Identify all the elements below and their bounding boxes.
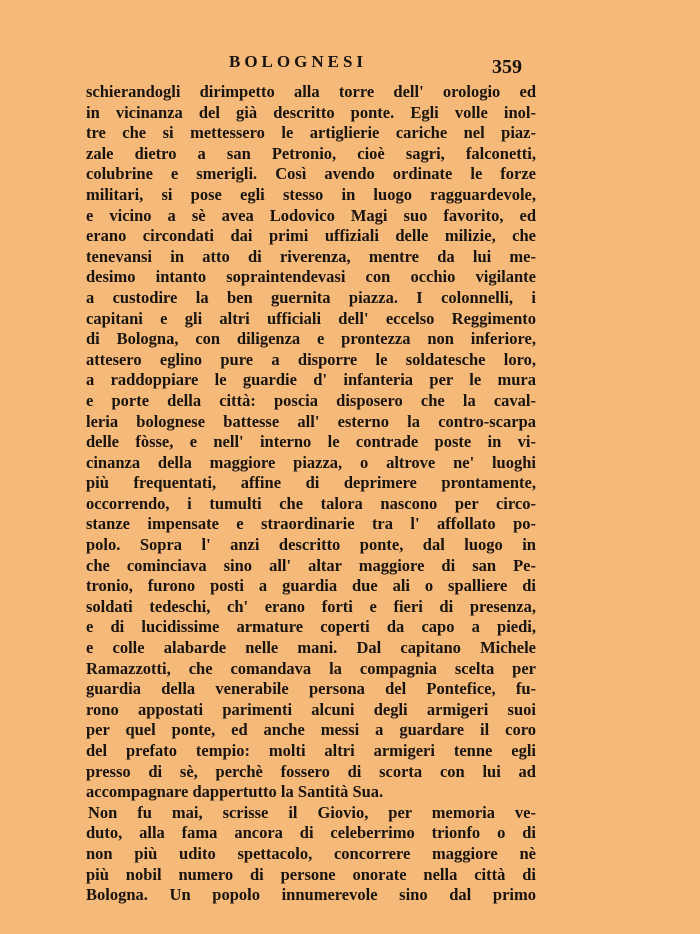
text-line: cinanza della maggiore piazza, o altrove ne' luoghi — [86, 452, 536, 472]
text-line: e di lucidissime armature coperti da capo a piedi, — [86, 617, 536, 637]
text-line: tre che si mettessero le artiglierie cariche nel piaz- — [86, 123, 536, 143]
text-line: desimo intanto sopraintendevasi con occhio vigilante — [86, 267, 536, 287]
text-line: accompagnare dappertutto la Santità Sua. — [86, 782, 384, 802]
text-line: stanze impensate e straordinarie tra l' affollato po- — [86, 514, 536, 534]
text-line: duto, alla fama ancora di celeberrimo trionfo o di — [86, 823, 536, 843]
text-line: e vicino a sè avea Lodovico Magi suo favorito, ed — [86, 205, 536, 225]
text-line: delle fòsse, e nell' interno le contrade poste in vi- — [86, 432, 536, 452]
text-line: militari, si pose egli stesso in luogo ragguardevole, — [86, 184, 536, 204]
text-line: Non fu mai, scrisse il Giovio, per memoria ve- — [88, 802, 536, 822]
text-line: del prefato tempio: molti altri armigeri tenne egli — [86, 741, 536, 760]
text-line: Ramazzotti, che comandava la compagnia scelta per — [86, 658, 536, 678]
text-line: schierandogli dirimpetto alla torre dell' orologio ed — [86, 82, 536, 101]
text-line: occorrendo, i tumulti che talora nascono per circo- — [86, 493, 536, 513]
text-line: presso di sè, perchè fossero di scorta con lui ad — [86, 761, 536, 781]
text-line: a raddoppiare le guardie d' infanteria per le mura — [86, 370, 536, 390]
text-line: più nobil numero di persone onorate nella città di — [86, 864, 536, 884]
text-line: zale dietro a san Petronio, cioè sagri, falconetti, — [86, 143, 536, 163]
text-line: non più udito spettacolo, concorrere maggiore nè — [86, 843, 536, 863]
text-line: e colle alabarde nelle mani. Dal capitano Michele — [86, 638, 536, 658]
text-line: attesero eglino pure a disporre le soldatesche loro, — [86, 349, 536, 369]
text-line: erano circondati dai primi uffiziali delle milizie, che — [86, 226, 536, 246]
text-line: a custodire la ben guernita piazza. I colonnelli, i — [86, 287, 536, 307]
running-head: BOLOGNESI — [229, 52, 368, 71]
text-line: polo. Sopra l' anzi descritto ponte, dal luogo in — [86, 535, 536, 555]
page-number: 359 — [492, 56, 522, 78]
text-line: rono appostati parimenti alcuni degli armigeri suoi — [86, 699, 536, 719]
text-line: in vicinanza del già descritto ponte. Egli volle inol- — [86, 102, 536, 122]
text-line: capitani e gli altri ufficiali dell' eccelso Reggimento — [86, 308, 536, 328]
text-line: tronio, furono posti a guardia due ali o spalliere di — [86, 576, 536, 596]
body-text — [86, 82, 536, 906]
text-line: guardia della venerabile persona del Pontefice, fu- — [86, 679, 536, 699]
text-line: tenevansi in atto di riverenza, mentre da lui me- — [86, 246, 536, 266]
text-line: più frequentati, affine di deprimere prontamente, — [86, 473, 536, 493]
text-line: per quel ponte, ed anche messi a guardare il coro — [86, 720, 536, 740]
text-line: colubrine e smerigli. Così avendo ordinate le forze — [86, 164, 536, 184]
text-line: soldati tedeschi, ch' erano forti e fieri di presenza, — [86, 596, 536, 616]
text-line: e porte della città: poscia disposero che la caval- — [86, 390, 536, 410]
text-line: Bologna. Un popolo innumerevole sino dal primo — [86, 885, 536, 905]
text-line: leria bolognese battesse all' esterno la contro-scarpa — [86, 411, 536, 431]
text-line: che cominciava sino all' altar maggiore di san Pe- — [86, 555, 536, 575]
text-line: di Bologna, con diligenza e prontezza non inferiore, — [86, 329, 536, 349]
